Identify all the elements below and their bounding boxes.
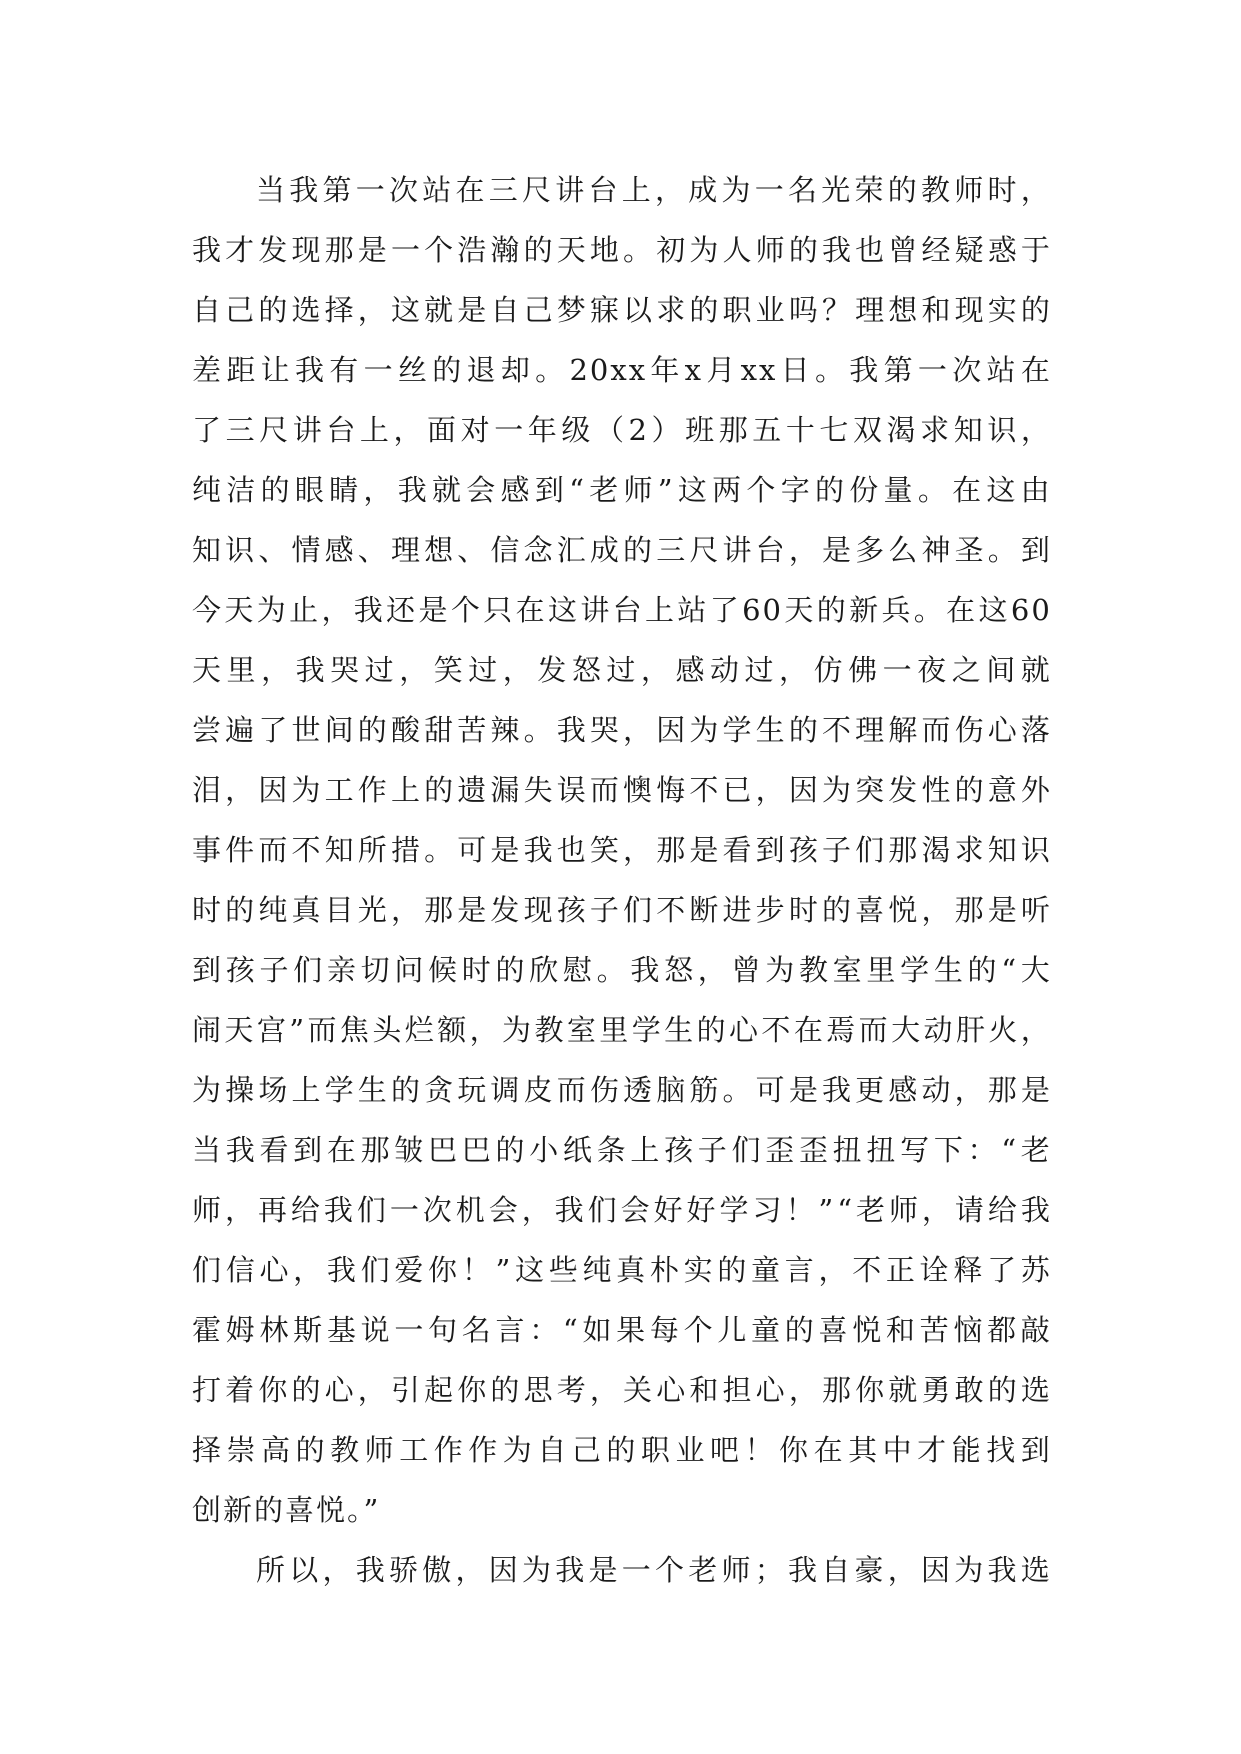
text-line: 知 识 、 情 感 、 理 想 、 信 念 汇 成 的 三 尺 讲 台 ， 是 多 么 神 圣 。 到 xyxy=(192,533,1052,567)
text-line: 纯 洁 的 眼 睛 ， 我 就 会 感 到 “ 老 师 ” 这 两 个 字 的 份 量 。 在 这 由 xyxy=(192,473,1052,507)
text-line: 我 才 发 现 那 是 一 个 浩 瀚 的 天 地 。 初 为 人 师 的 我 也 曾 经 疑 惑 于 xyxy=(192,233,1052,267)
text-line: 所 以 ， 我 骄 傲 ， 因 为 我 是 一 个 老 师 ； 我 自 豪 ， 因 为 我 选 xyxy=(256,1553,1052,1587)
text-line: 创新的喜悦。” xyxy=(192,1493,381,1527)
text-line: 师 ， 再 给 我 们 一 次 机 会 ， 我 们 会 好 好 学 习 ！ ” “ 老 师 ， 请 给 我 xyxy=(192,1193,1052,1227)
text-line: 当 我 看 到 在 那 皱 巴 巴 的 小 纸 条 上 孩 子 们 歪 歪 扭 扭 写 下 ： “ 老 xyxy=(192,1133,1052,1167)
text-line: 闹 天 宫 ” 而 焦 头 烂 额 ， 为 教 室 里 学 生 的 心 不 在 焉 而 大 动 肝 火 ， xyxy=(192,1013,1052,1047)
text-line: 当 我 第 一 次 站 在 三 尺 讲 台 上 ， 成 为 一 名 光 荣 的 教 师 时 ， xyxy=(256,173,1052,207)
text-line: 今 天 为 止 ， 我 还 是 个 只 在 这 讲 台 上 站 了 60 天 的 新 兵 。 在 这 60 xyxy=(192,593,1052,627)
text-line: 们 信 心 ， 我 们 爱 你 ！ ” 这 些 纯 真 朴 实 的 童 言 ， 不 正 诠 释 了 苏 xyxy=(192,1253,1052,1287)
paragraph-2 xyxy=(192,1540,1052,1600)
text-line: 自 己 的 选 择 ， 这 就 是 自 己 梦 寐 以 求 的 职 业 吗 ？ 理 想 和 现 实 的 xyxy=(192,293,1052,327)
text-line: 到 孩 子 们 亲 切 问 候 时 的 欣 慰 。 我 怒 ， 曾 为 教 室 里 学 生 的 “ 大 xyxy=(192,953,1052,987)
text-line: 尝 遍 了 世 间 的 酸 甜 苦 辣 。 我 哭 ， 因 为 学 生 的 不 理 解 而 伤 心 落 xyxy=(192,713,1052,747)
text-line: 了 三 尺 讲 台 上 ， 面 对 一 年 级 （ 2 ） 班 那 五 十 七 双 渴 求 知 识 ， xyxy=(192,413,1052,447)
text-line: 事 件 而 不 知 所 措 。 可 是 我 也 笑 ， 那 是 看 到 孩 子 们 那 渴 求 知 识 xyxy=(192,833,1052,867)
text-line: 打 着 你 的 心 ， 引 起 你 的 思 考 ， 关 心 和 担 心 ， 那 你 就 勇 敢 的 选 xyxy=(192,1373,1052,1407)
paragraph-1 xyxy=(192,160,1052,1540)
text-line: 差 距 让 我 有 一 丝 的 退 却 。 20xx 年 x 月 xx 日 。 我 第 一 次 站 在 xyxy=(192,353,1052,387)
text-line: 时 的 纯 真 目 光 ， 那 是 发 现 孩 子 们 不 断 进 步 时 的 喜 悦 ， 那 是 听 xyxy=(192,893,1052,927)
text-line: 泪 ， 因 为 工 作 上 的 遗 漏 失 误 而 懊 悔 不 已 ， 因 为 突 发 性 的 意 外 xyxy=(192,773,1052,807)
text-line: 霍 姆 林 斯 基 说 一 句 名 言 ： “ 如 果 每 个 儿 童 的 喜 悦 和 苦 恼 都 敲 xyxy=(192,1313,1052,1347)
text-line: 天 里 ， 我 哭 过 ， 笑 过 ， 发 怒 过 ， 感 动 过 ， 仿 佛 一 夜 之 间 就 xyxy=(192,653,1052,687)
body-text xyxy=(192,160,1052,1600)
text-line: 择 崇 高 的 教 师 工 作 作 为 自 己 的 职 业 吧 ！ 你 在 其 中 才 能 找 到 xyxy=(192,1433,1052,1467)
text-line: 为 操 场 上 学 生 的 贪 玩 调 皮 而 伤 透 脑 筋 。 可 是 我 更 感 动 ， 那 是 xyxy=(192,1073,1052,1107)
